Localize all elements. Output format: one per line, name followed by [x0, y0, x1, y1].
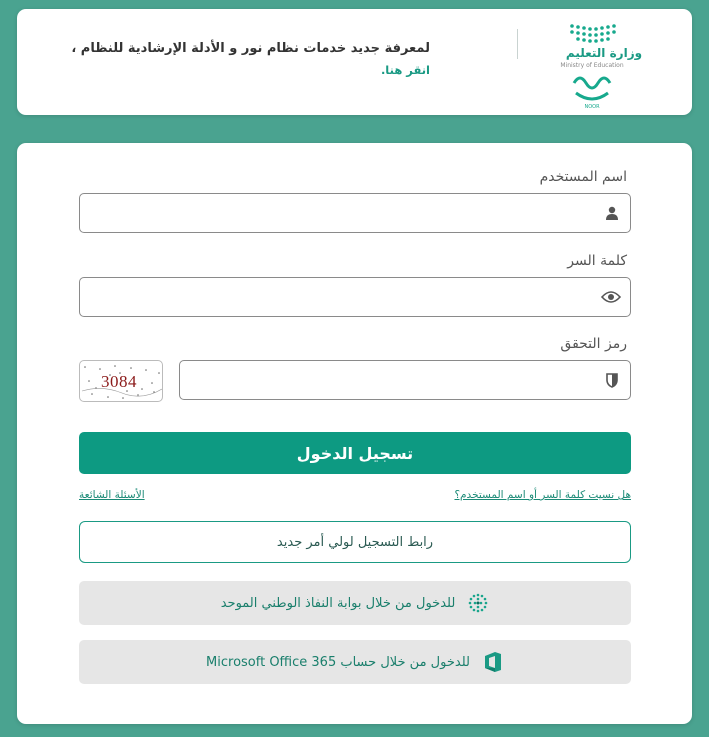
forgot-password-link[interactable]: هل نسيت كلمة السر أو اسم المستخدم؟ — [454, 489, 631, 501]
password-label: كلمة السر — [567, 253, 627, 269]
password-input[interactable] — [80, 278, 630, 316]
username-input[interactable] — [80, 194, 630, 232]
national-access-icon — [467, 592, 489, 614]
parent-register-button[interactable]: رابط التسجيل لولي أمر جديد — [79, 521, 631, 563]
noor-label: NOOR — [584, 104, 600, 110]
notice-text: لمعرفة جديد خدمات نظام نور و الأدلة الإرشادية للنظام ، — [71, 41, 430, 56]
ministry-name-ar: وزارة التعليم — [565, 46, 643, 60]
office365-label: للدخول من خلال حساب Microsoft Office 365 — [206, 654, 470, 670]
office365-icon — [482, 651, 504, 673]
faq-link[interactable]: الأسئلة الشائعة — [79, 489, 145, 501]
ministry-name-en: Ministry of Education — [560, 62, 624, 69]
header-divider — [517, 29, 518, 59]
captcha-image — [79, 360, 163, 402]
login-card — [17, 143, 692, 724]
ministry-logo — [532, 21, 652, 111]
captcha-input[interactable] — [180, 361, 630, 399]
notice-link[interactable]: انقر هنا. — [380, 63, 430, 77]
username-field[interactable] — [79, 193, 631, 233]
captcha-field[interactable] — [179, 360, 631, 400]
office365-button[interactable] — [79, 640, 631, 684]
eye-icon[interactable] — [601, 289, 621, 305]
password-field[interactable] — [79, 277, 631, 317]
username-label: اسم المستخدم — [539, 169, 627, 185]
shield-icon — [604, 372, 620, 388]
national-access-label: للدخول من خلال بوابة النفاذ الوطني الموحد — [220, 595, 456, 611]
captcha-label: رمز التحقق — [560, 336, 627, 352]
notice-block — [71, 41, 430, 77]
login-button[interactable]: تسجيل الدخول — [79, 432, 631, 474]
user-icon — [604, 205, 620, 221]
notice-card — [17, 9, 692, 115]
national-access-button[interactable] — [79, 581, 631, 625]
captcha-code: 3084 — [101, 372, 137, 391]
